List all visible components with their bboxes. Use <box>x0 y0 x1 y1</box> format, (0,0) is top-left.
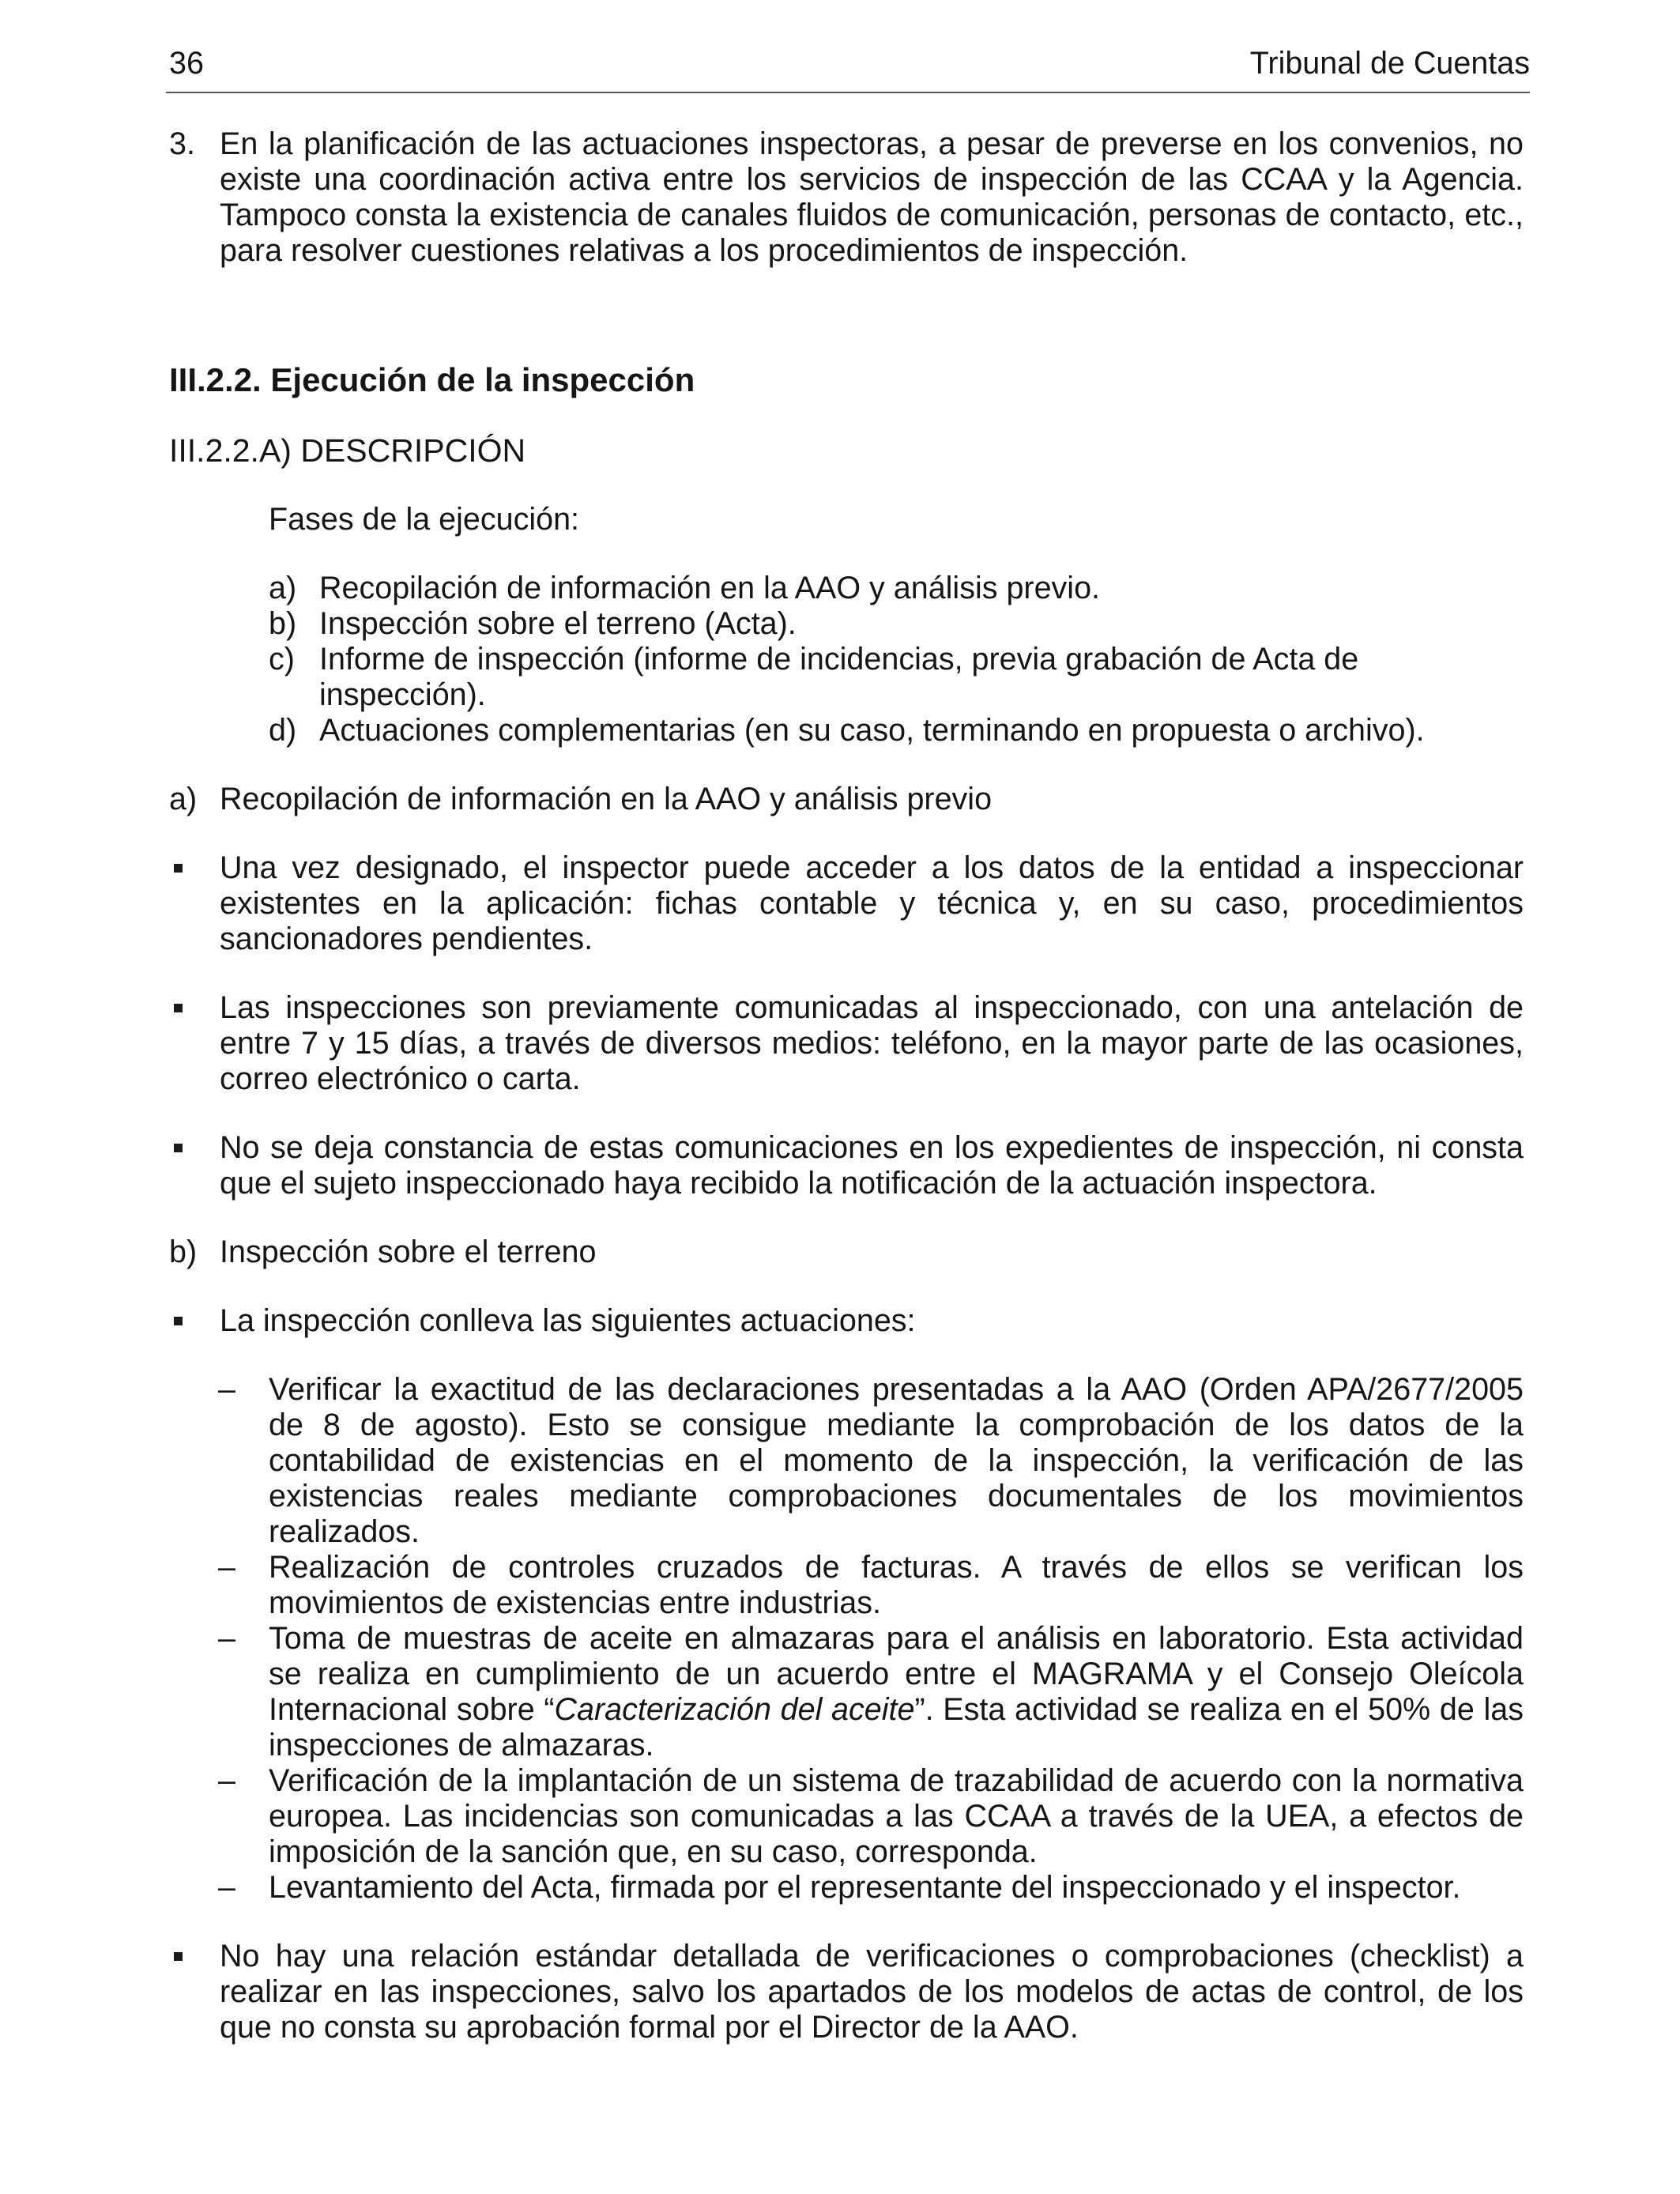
phase-letter: c) <box>269 642 295 677</box>
bullet-text: La inspección conlleva las siguientes actuaciones: <box>220 1303 916 1338</box>
item-text: En la planificación de las actuaciones inspectoras, a pesar de preverse en los convenios, no existe una coordinación activa entre los servicios de inspección de las CCAA y la Agencia. Tampoco consta la existencia de canales fluidos de comunicación, personas de contacto, etc., para resolver cuestiones relativas a los procedimientos de inspección. <box>220 126 1524 268</box>
running-title: Tribunal de Cuentas <box>1249 46 1530 81</box>
dash-item <box>169 1550 1524 1621</box>
dash-icon: – <box>218 1550 235 1585</box>
bullet-item <box>169 1939 1524 2045</box>
phases-label: Fases de la ejecución: <box>269 502 580 537</box>
part-a-heading <box>169 782 1524 817</box>
square-bullet-icon <box>174 864 183 873</box>
dash-list <box>169 1372 1524 1906</box>
bullet-text: No se deja constancia de estas comunicaciones en los expedientes de inspección, ni consta que el sujeto inspeccionado haya recibido la notificación de la actuación inspectora. <box>220 1130 1524 1201</box>
dash-icon: – <box>218 1372 235 1407</box>
phase-letter: b) <box>269 606 297 641</box>
italic-title: Caracterización del aceite <box>554 1692 915 1727</box>
dash-item <box>169 1763 1524 1870</box>
dash-text: Levantamiento del Acta, firmada por el representante del inspeccionado y el inspector. <box>269 1870 1461 1905</box>
dash-icon: – <box>218 1870 235 1905</box>
bullet-item <box>169 850 1524 957</box>
bullet-item <box>169 990 1524 1097</box>
dash-text-start: Toma de muestras de aceite en almazaras para el análisis en laboratorio. Esta actividad se realiza en cumplimiento de un acuerdo entre el MAGRAMA y el Consejo Oleícola Internacional sobre “ <box>269 1621 1524 1727</box>
section-subheading: III.2.2.A) DESCRIPCIÓN <box>169 432 526 469</box>
page-header <box>166 46 1530 93</box>
bullet-text: No hay una relación estándar detallada de verificaciones o comprobaciones (checklist) a realizar en las inspecciones, salvo los apartados de los modelos de actas de control, de los que no consta su aprobación formal por el Director de la AAO. <box>220 1939 1524 2045</box>
bullet-item <box>169 1303 1524 1339</box>
part-letter: b) <box>169 1235 198 1269</box>
dash-text: Verificar la exactitud de las declaraciones presentadas a la AAO (Orden APA/2677/2005 de 8 de agosto). Esto se consigue mediante la comprobación de los datos de la contabilidad de existencias en el momento de la inspección, la verificación de las existencias reales mediante comprobaciones documentales de los movimientos realizados. <box>269 1372 1524 1549</box>
square-bullet-icon <box>174 1144 183 1152</box>
phase-letter: d) <box>269 713 297 748</box>
square-bullet-icon <box>174 1004 183 1012</box>
dash-icon: – <box>218 1763 235 1798</box>
phase-text: Informe de inspección (informe de incidencias, previa grabación de Acta de inspección). <box>319 642 1359 712</box>
part-letter: a) <box>169 782 198 816</box>
bullet-text: Una vez designado, el inspector puede acceder a los datos de la entidad a inspeccionar existentes en la aplicación: fichas contable y técnica y, en su caso, procedimientos sancionadores pendientes. <box>220 850 1524 956</box>
page-content <box>169 126 1524 2045</box>
part-title: Recopilación de información en la AAO y análisis previo <box>220 782 993 816</box>
phase-item <box>169 571 1524 606</box>
phase-letter: a) <box>269 571 297 605</box>
dash-item <box>169 1372 1524 1550</box>
phase-item <box>169 606 1524 642</box>
square-bullet-icon <box>174 1952 183 1961</box>
bullet-item <box>169 1130 1524 1201</box>
dash-item <box>169 1621 1524 1763</box>
dash-text: Realización de controles cruzados de facturas. A través de ellos se verifican los movimientos de existencias entre industrias. <box>269 1550 1524 1620</box>
dash-icon: – <box>218 1621 235 1656</box>
dash-text-end: ”. Esta actividad se realiza en el 50% de las inspecciones de almazaras. <box>269 1692 1524 1762</box>
dash-item <box>169 1870 1524 1906</box>
phase-text: Actuaciones complementarias (en su caso, terminando en propuesta o archivo). <box>319 713 1425 748</box>
phases-list <box>169 571 1524 748</box>
square-bullet-icon <box>174 1317 183 1325</box>
phase-item <box>169 642 1524 713</box>
numbered-item-3 <box>169 126 1524 269</box>
phase-item <box>169 713 1524 748</box>
part-b-heading <box>169 1235 1524 1270</box>
item-number: 3. <box>169 126 195 161</box>
dash-text: Verificación de la implantación de un sistema de trazabilidad de acuerdo con la normativa europea. Las incidencias son comunicadas a las CCAA a través de la UEA, a efectos de imposición de la sanción que, en su caso, corresponda. <box>269 1763 1524 1869</box>
section-heading: III.2.2. Ejecución de la inspección <box>169 361 695 398</box>
bullet-text: Las inspecciones son previamente comunicadas al inspeccionado, con una antelación de entre 7 y 15 días, a través de diversos medios: teléfono, en la mayor parte de las ocasiones, correo electrónico o carta. <box>220 990 1524 1096</box>
page-number: 36 <box>169 46 204 81</box>
phase-text: Inspección sobre el terreno (Acta). <box>319 606 797 641</box>
phase-text: Recopilación de información en la AAO y análisis previo. <box>319 571 1101 605</box>
part-title: Inspección sobre el terreno <box>220 1235 597 1269</box>
